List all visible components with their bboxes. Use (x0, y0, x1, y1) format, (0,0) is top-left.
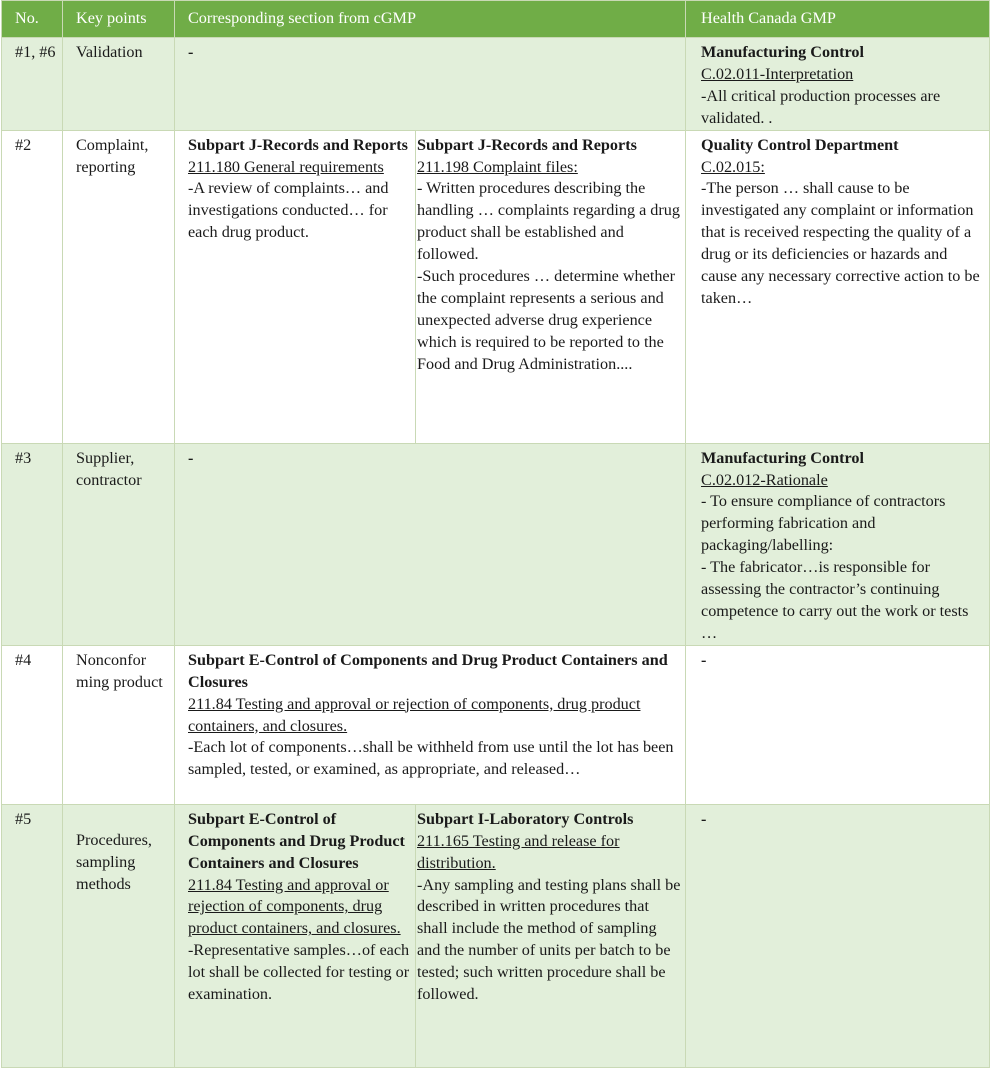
row-number: #2 (2, 130, 63, 443)
cgmp-section-title: Subpart E-Control of Components and Drug Product Containers and Closures (188, 650, 668, 691)
header-cgmp: Corresponding section from cGMP (175, 1, 686, 38)
health-canada-cell: - (686, 804, 990, 1067)
cgmp-cell: - (175, 443, 686, 645)
health-canada-cell (686, 443, 990, 645)
cgmp-cell-right (416, 130, 686, 443)
table-row (2, 130, 990, 443)
cgmp-section-title: Subpart I-Laboratory Controls (417, 809, 634, 828)
hc-section-title: Manufacturing Control (701, 43, 864, 61)
hc-section-ref: C.02.015: (701, 157, 765, 176)
header-key-points: Key points (63, 1, 175, 38)
cgmp-section-title: Subpart E-Control of Components and Drug Product Containers and Closures (188, 809, 405, 872)
cgmp-section-text: -Each lot of components…shall be withheld from use until the lot has been sampled, tested, or examined, as appropriate, and released… (188, 738, 674, 779)
cgmp-section-ref: 211.84 Testing and approval or rejection of components, drug product containers, and closures. (188, 875, 401, 938)
header-row (2, 1, 990, 38)
health-canada-cell (686, 38, 990, 131)
cgmp-section-text: -Representative samples…of each lot shall be collected for testing or examination. (188, 941, 410, 1004)
key-point: Nonconfor ming product (63, 645, 175, 804)
hc-section-ref: C.02.012-Rationale (701, 470, 828, 489)
row-number: #1, #6 (2, 38, 63, 131)
row-number: #5 (2, 804, 63, 1067)
health-canada-cell: - (686, 645, 990, 804)
health-canada-cell (686, 130, 990, 443)
row-number: #4 (2, 645, 63, 804)
cgmp-section-title: Subpart J-Records and Reports (188, 135, 408, 154)
cgmp-section-text: - Written procedures describing the handling … complaints regarding a drug product shall be established and followed. (417, 179, 680, 264)
table-row (2, 443, 990, 645)
hc-section-text: -The person … shall cause to be investigated any complaint or information that is received respecting the quality of a drug or its deficiencies or hazards and cause any necessary corrective action to be taken… (701, 179, 980, 307)
hc-section-text: - The fabricator…is responsible for assessing the contractor’s continuing competence to carry out the work or tests … (701, 558, 969, 642)
cgmp-cell-left (175, 130, 416, 443)
cgmp-section-text: -Such procedures … determine whether the complaint represents a serious and unexpected adverse drug experience which is required to be reported to the Food and Drug Administration.... (417, 267, 676, 373)
cgmp-section-title: Subpart J-Records and Reports (417, 135, 637, 154)
cgmp-cell-right (416, 804, 686, 1067)
hc-section-text: - To ensure compliance of contractors performing fabrication and packaging/labelling: (701, 492, 946, 555)
table-row (2, 38, 990, 131)
key-point-cell (63, 804, 175, 1067)
key-point: Complaint, reporting (63, 130, 175, 443)
gmp-comparison-table (1, 0, 990, 1068)
hc-section-title: Quality Control Department (701, 135, 899, 154)
cgmp-cell (175, 645, 686, 804)
row-number: #3 (2, 443, 63, 645)
key-point: Procedures, sampling methods (76, 830, 152, 893)
hc-section-text: -All critical production processes are validated. . (701, 86, 941, 127)
cgmp-section-text: -A review of complaints… and investigations conducted… for each drug product. (188, 179, 389, 242)
header-no: No. (2, 1, 63, 38)
table-row (2, 804, 990, 1067)
cgmp-section-text: -Any sampling and testing plans shall be described in written procedures that shall include the method of sampling and the number of units per batch to be tested; such written procedure shall be followed. (417, 875, 681, 1004)
hc-section-ref: C.02.011-Interpretation (701, 64, 854, 83)
cgmp-section-ref: 211.84 Testing and approval or rejection of components, drug product containers, and closures. (188, 694, 641, 735)
cgmp-section-ref: 211.165 Testing and release for distribution. (417, 831, 620, 872)
cgmp-section-ref: 211.198 Complaint files: (417, 157, 578, 176)
key-point: Supplier, contractor (63, 443, 175, 645)
cgmp-cell-left (175, 804, 416, 1067)
cgmp-section-ref: 211.180 General requirements (188, 157, 384, 176)
cgmp-cell: - (175, 38, 686, 131)
key-point: Validation (63, 38, 175, 131)
hc-section-title: Manufacturing Control (701, 448, 864, 467)
table-row (2, 645, 990, 804)
header-health-canada: Health Canada GMP (686, 1, 990, 38)
